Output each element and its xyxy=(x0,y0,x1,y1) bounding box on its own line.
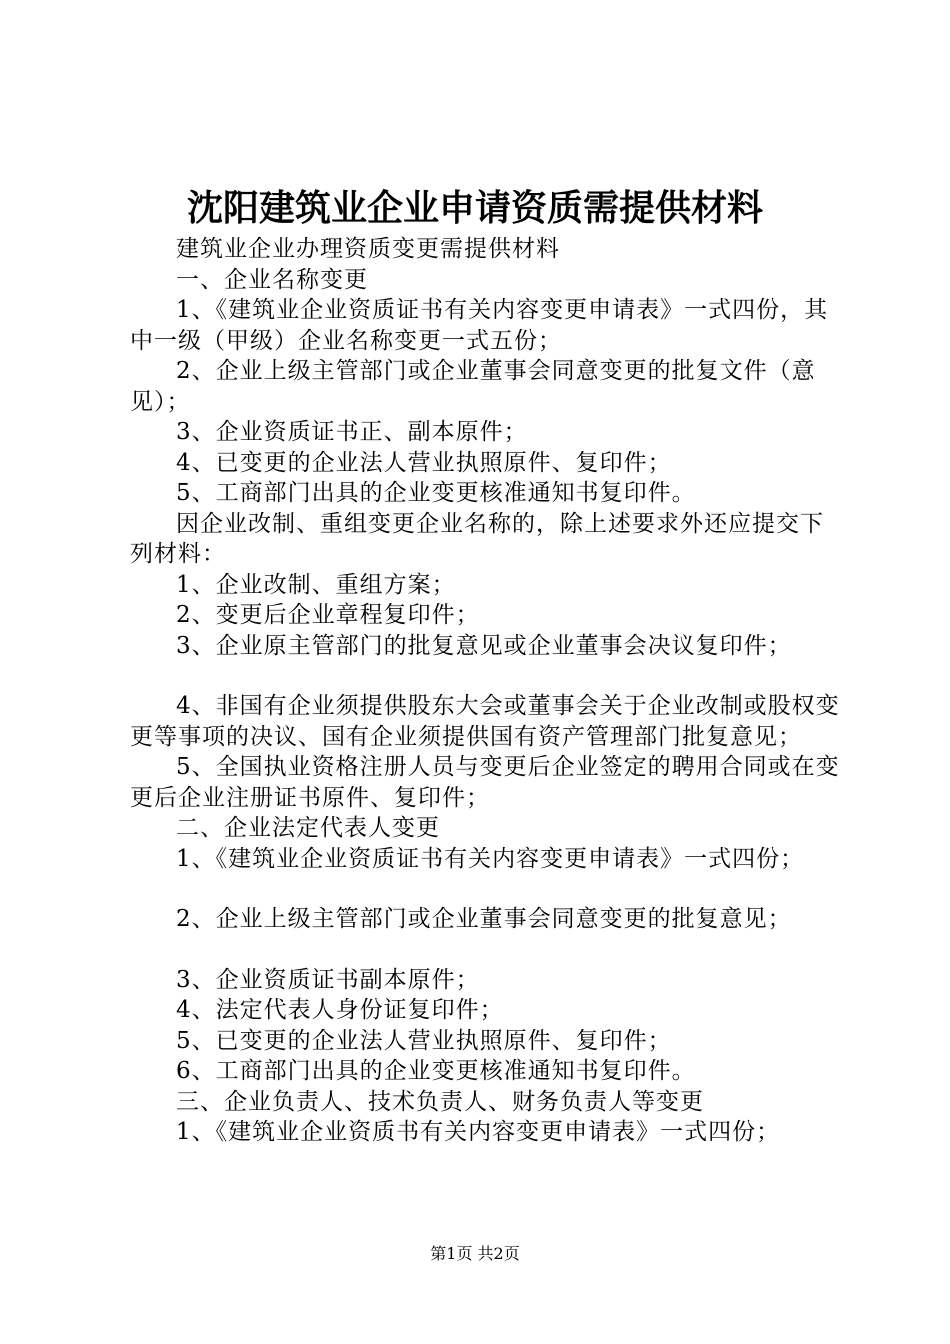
paragraph: 4、非国有企业须提供股东大会或董事会关于企业改制或股权变更等事项的决议、国有企业须提供国有资产管理部门批复意见； xyxy=(130,693,840,750)
document-title: 沈阳建筑业企业申请资质需提供材料 xyxy=(186,187,763,229)
paragraph: 3、企业资质证书副本原件； xyxy=(176,966,480,993)
paragraph: 1、《建筑业企业资质书有关内容变更申请表》一式四份； xyxy=(176,1119,781,1145)
paragraph: 2、企业上级主管部门或企业董事会同意变更的批复意见； xyxy=(176,906,792,932)
paragraph: 建筑业企业办理资质变更需提供材料 xyxy=(176,236,560,262)
paragraph: 因企业改制、重组变更企业名称的，除上述要求外还应提交下列材料： xyxy=(130,510,824,567)
paragraph: 二、企业法定代表人变更 xyxy=(176,815,440,841)
paragraph: 6、工商部门出具的企业变更核准通知书复印件。 xyxy=(176,1058,696,1084)
paragraph: 一、企业名称变更 xyxy=(176,266,368,293)
paragraph: 5、工商部门出具的企业变更核准通知书复印件。 xyxy=(176,480,696,506)
paragraph: 5、已变更的企业法人营业执照原件、复印件； xyxy=(176,1027,672,1054)
paragraph: 1、《建筑业企业资质证书有关内容变更申请表》一式四份； xyxy=(176,845,805,872)
paragraph: 3、企业原主管部门的批复意见或企业董事会决议复印件； xyxy=(176,632,792,659)
paragraph: 3、企业资质证书正、副本原件； xyxy=(176,419,528,445)
paragraph: 4、已变更的企业法人营业执照原件、复印件； xyxy=(176,449,672,476)
paragraph: 1、企业改制、重组方案； xyxy=(176,571,456,598)
document-body xyxy=(130,234,842,1148)
paragraph: 2、企业上级主管部门或企业董事会同意变更的批复文件（意见）； xyxy=(130,358,816,415)
paragraph: 1、《建筑业企业资质证书有关内容变更申请表》一式四份，其中一级（甲级）企业名称变更一式五份； xyxy=(130,297,829,354)
paragraph: 三、企业负责人、技术负责人、财务负责人等变更 xyxy=(176,1088,704,1115)
page-footer: 第1页 共2页 xyxy=(430,1244,520,1263)
paragraph: 5、全国执业资格注册人员与变更后企业签定的聘用合同或在变更后企业注册证书原件、复印件； xyxy=(130,754,840,811)
paragraph: 4、法定代表人身份证复印件； xyxy=(176,997,504,1023)
paragraph: 2、变更后企业章程复印件； xyxy=(176,602,480,628)
